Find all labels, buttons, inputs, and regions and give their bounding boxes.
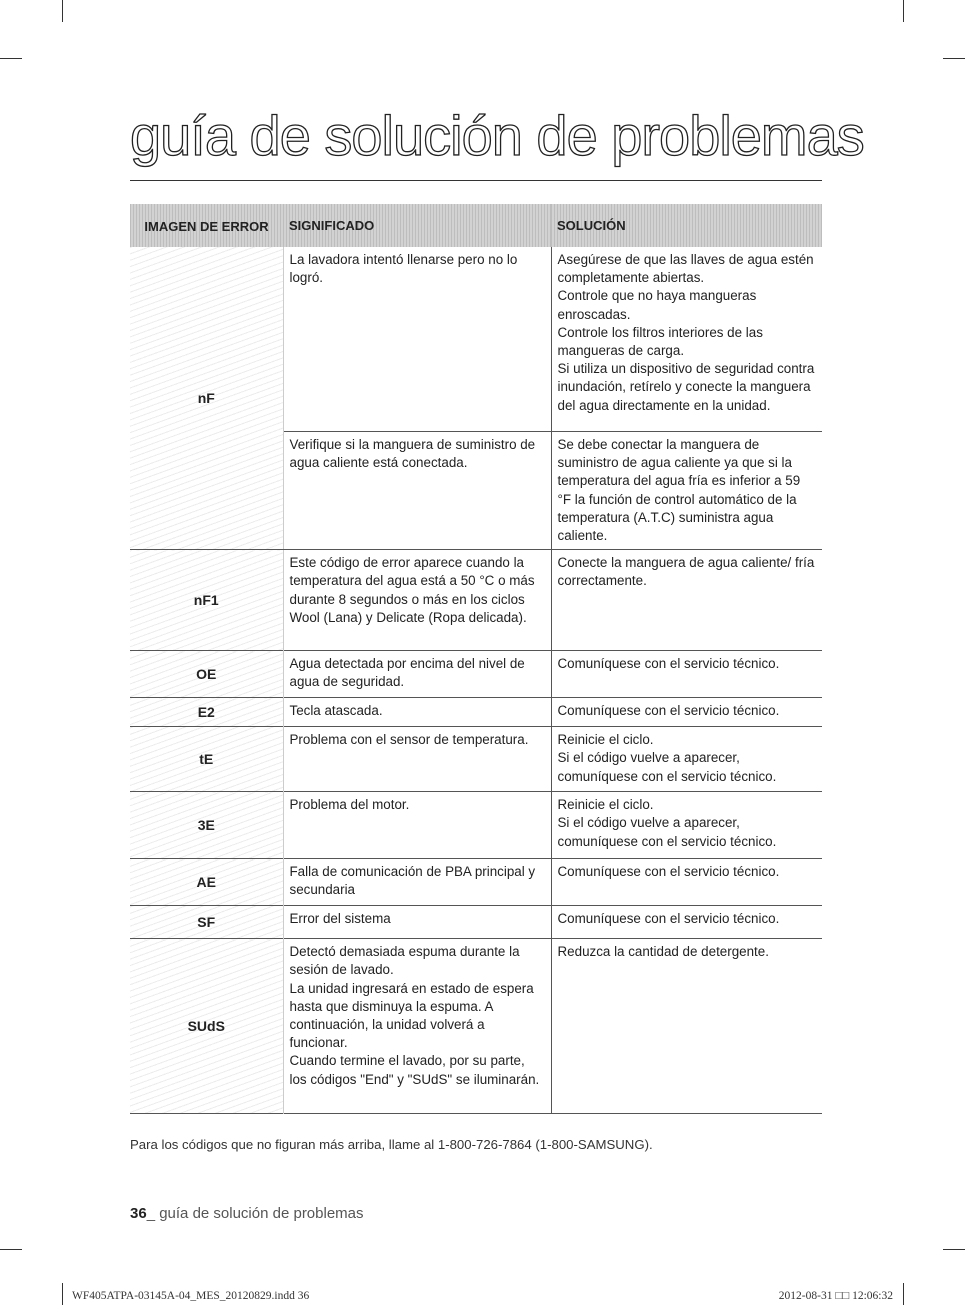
solution-cell: [551, 550, 822, 651]
header-solution: SOLUCIÓN: [551, 204, 822, 247]
table-row: [130, 859, 822, 906]
crop-mark: [0, 1249, 22, 1250]
solution-text: Si el código vuelve a aparecer, comuníquese con el servicio técnico.: [557, 815, 777, 849]
error-code: SUdS: [130, 939, 283, 1114]
solution-text: Se debe conectar la manguera de suministro de agua caliente ya que si la temperatura del agua fría es inferior a 59 °F la función de control automático de la temperatura (A.T.C) suministra agua caliente.: [557, 437, 801, 544]
print-slug-filename: WF405ATPA-03145A-04_MES_20120829.indd 36: [72, 1290, 310, 1302]
meaning-cell: [283, 550, 551, 651]
error-code: SF: [130, 906, 283, 939]
meaning-text: Problema con el sensor de temperatura.: [289, 732, 529, 748]
solution-cell: [551, 727, 822, 792]
title-rule: [130, 180, 822, 181]
table-row: [130, 651, 822, 698]
crop-mark: [62, 1283, 63, 1305]
solution-text: Reinicie el ciclo.: [557, 797, 654, 813]
table-row: [130, 939, 822, 1114]
meaning-text: Error del sistema: [289, 911, 391, 927]
service-note: Para los códigos que no figuran más arriba, llame al 1-800-726-7864 (1-800-SAMSUNG).: [130, 1137, 653, 1152]
solution-cell: [551, 651, 822, 698]
page-number: 36: [130, 1205, 147, 1222]
solution-text: Comuníquese con el servicio técnico.: [557, 656, 780, 672]
meaning-text: Verifique si la manguera de suministro de agua caliente está conectada.: [289, 437, 536, 471]
crop-mark: [903, 0, 904, 22]
crop-mark: [62, 0, 63, 22]
solution-text: Asegúrese de que las llaves de agua estén completamente abiertas.: [557, 252, 814, 286]
solution-text: Controle que no haya mangueras enroscadas.: [557, 288, 757, 322]
error-code: OE: [130, 651, 283, 698]
meaning-cell: [283, 906, 551, 939]
meaning-cell: [283, 698, 551, 727]
crop-mark: [943, 1249, 965, 1250]
error-code-table: [130, 204, 822, 1114]
crop-mark: [943, 58, 965, 59]
solution-cell: [551, 792, 822, 859]
solution-cell: [551, 906, 822, 939]
error-code: 3E: [130, 792, 283, 859]
error-code: tE: [130, 727, 283, 792]
solution-cell: [551, 939, 822, 1114]
meaning-text: Este código de error aparece cuando la temperatura del agua está a 50 °C o más durante 8 segundos o más en los ciclos Wool (Lana) y Delicate (Ropa delicada).: [289, 555, 535, 625]
footer-section: guía de solución de problemas: [159, 1205, 364, 1222]
solution-cell: [551, 859, 822, 906]
meaning-text: Tecla atascada.: [289, 703, 383, 719]
table-row: [130, 550, 822, 651]
solution-text: Reduzca la cantidad de detergente.: [557, 944, 769, 960]
error-code: nF1: [130, 550, 283, 651]
meaning-cell: [283, 432, 551, 550]
header-error-image: IMAGEN DE ERROR: [130, 204, 283, 247]
crop-mark: [0, 58, 22, 59]
solution-text: Reinicie el ciclo.: [557, 732, 654, 748]
error-code: nF: [130, 247, 283, 550]
meaning-cell: [283, 651, 551, 698]
page-title: guía de solución de problemas: [130, 104, 864, 167]
error-code: AE: [130, 859, 283, 906]
solution-text: Conecte la manguera de agua caliente/ fría correctamente.: [557, 555, 815, 589]
solution-cell: [551, 698, 822, 727]
solution-text: Comuníquese con el servicio técnico.: [557, 703, 780, 719]
crop-mark: [903, 1283, 904, 1305]
solution-cell: [551, 247, 822, 432]
meaning-text: Detectó demasiada espuma durante la sesión de lavado.: [289, 944, 520, 978]
meaning-cell: [283, 859, 551, 906]
table-row: [130, 727, 822, 792]
error-code: E2: [130, 698, 283, 727]
table-row: [130, 247, 822, 432]
table-row: [130, 698, 822, 727]
solution-cell: [551, 432, 822, 550]
meaning-cell: [283, 727, 551, 792]
table-row: [130, 792, 822, 859]
meaning-cell: [283, 792, 551, 859]
meaning-text: Problema del motor.: [289, 797, 410, 813]
meaning-text: La lavadora intentó llenarse pero no lo logró.: [289, 252, 518, 286]
table-header-row: [130, 204, 822, 247]
meaning-text: Cuando termine el lavado, por su parte, los códigos "End" y "SUdS" se iluminarán.: [289, 1053, 540, 1087]
meaning-text: Falla de comunicación de PBA principal y secundaria: [289, 864, 536, 898]
header-meaning: SIGNIFICADO: [283, 204, 551, 247]
solution-text: Si utiliza un dispositivo de seguridad contra inundación, retírelo y conecte la manguera del agua directamente en la unidad.: [557, 361, 815, 413]
meaning-cell: [283, 939, 551, 1114]
print-slug-timestamp: 2012-08-31 □□ 12:06:32: [778, 1290, 893, 1302]
solution-text: Controle los filtros interiores de las mangueras de carga.: [557, 324, 763, 359]
meaning-text: La unidad ingresará en estado de espera hasta que disminuya la espuma. A continuación, la unidad volverá a funcionar.: [289, 980, 534, 1051]
page-footer: [130, 1205, 364, 1222]
meaning-text: Agua detectada por encima del nivel de agua de seguridad.: [289, 656, 525, 690]
solution-text: Comuníquese con el servicio técnico.: [557, 864, 780, 880]
solution-text: Comuníquese con el servicio técnico.: [557, 911, 780, 927]
meaning-cell: [283, 247, 551, 432]
footer-separator: _: [146, 1205, 160, 1222]
solution-text: Si el código vuelve a aparecer, comuníquese con el servicio técnico.: [557, 750, 777, 784]
table-row: [130, 906, 822, 939]
